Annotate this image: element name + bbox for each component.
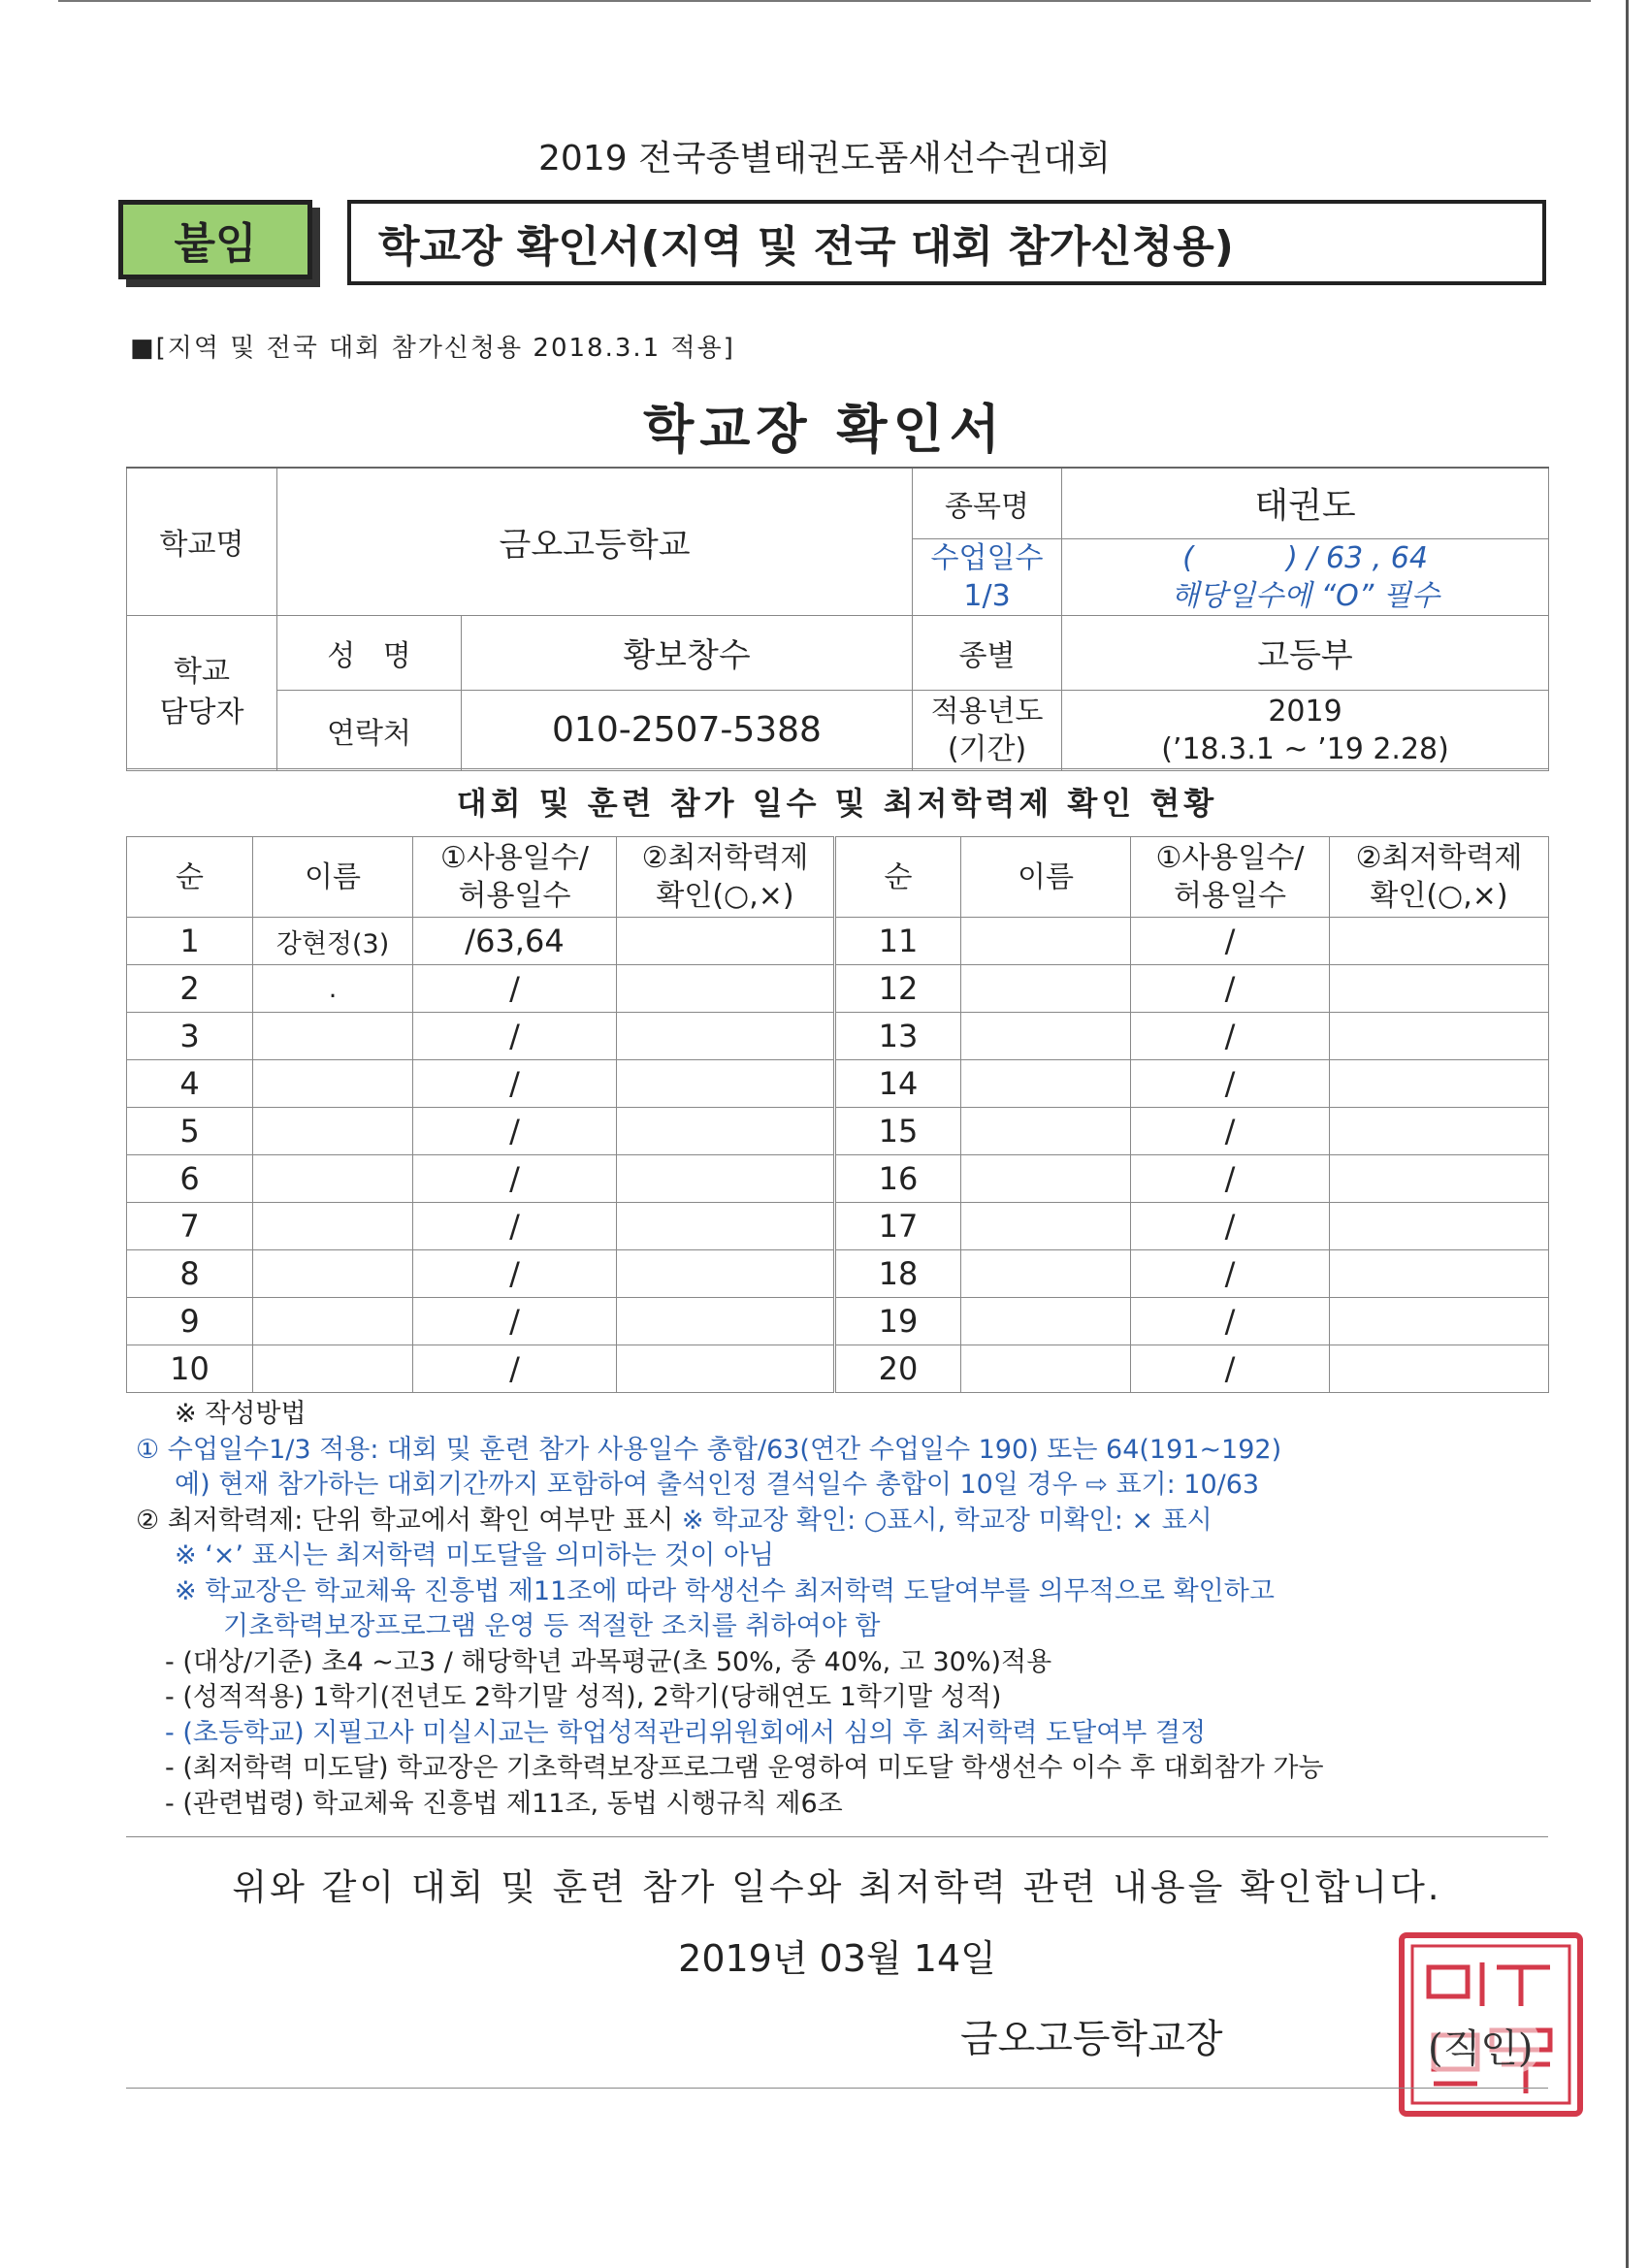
row-name (253, 1203, 413, 1250)
row-days: / (413, 965, 617, 1013)
row-days-right: / (1131, 1108, 1330, 1155)
row-no-right: 15 (835, 1108, 961, 1155)
row-name-right (961, 1108, 1131, 1155)
note-class-days: ① 수업일수1/3 적용: 대회 및 훈련 참가 사용일수 총합/63(연간 수업일수 190) 또는 64(191~192) (136, 1434, 1282, 1465)
row-days: / (413, 1345, 617, 1393)
division-value: 고등부 (1062, 615, 1549, 690)
detail-target: - (대상/기준) 초4 ~고3 / 해당학년 과목평균(초 50%, 중 40%, 고 30%)적용 (165, 1646, 1052, 1677)
col-min-header-right-line2: 확인(○,×) (1370, 879, 1508, 913)
col-days-header-right-line1: ①사용일수/ (1155, 841, 1305, 875)
table-row (127, 1298, 1549, 1345)
row-no: 1 (127, 918, 253, 965)
row-name-right (961, 965, 1131, 1013)
detail-legal: - (관련법령) 학교체육 진흥법 제11조, 동법 시행규칙 제6조 (165, 1788, 843, 1819)
row-min-check (617, 1013, 835, 1060)
row-days-right: / (1131, 1013, 1330, 1060)
signature-date: 2019년 03월 14일 (678, 1937, 996, 1980)
row-name (253, 1345, 413, 1393)
table-row (127, 1013, 1549, 1060)
row-no: 10 (127, 1345, 253, 1393)
row-days-right: / (1131, 1203, 1330, 1250)
competition-title: 2019 전국종별태권도품새선수권대회 (538, 139, 1111, 178)
staff-label-line2: 담당자 (159, 696, 244, 729)
row-min-check (617, 1203, 835, 1250)
col-name-header-right: 이름 (961, 837, 1131, 918)
divider (126, 1836, 1548, 1837)
row-no: 9 (127, 1298, 253, 1345)
class-days-value (1062, 538, 1549, 615)
row-min-check-right (1330, 918, 1549, 965)
detail-elementary: - (초등학교) 지필고사 미실시교는 학업성적관리위원회에서 심의 후 최저학력 도달여부 결정 (165, 1717, 1207, 1748)
row-name (253, 1108, 413, 1155)
row-name: . (253, 965, 413, 1013)
row-min-check (617, 1060, 835, 1108)
sport-value: 태권도 (1062, 468, 1549, 538)
note-min-academic-text: ② 최저학력제: 단위 학교에서 확인 여부만 표시 (136, 1505, 674, 1536)
period-label-line2: (기간) (947, 731, 1027, 766)
period-year: 2019 (1268, 694, 1342, 729)
official-seal (1399, 1932, 1583, 2117)
roster-table (126, 836, 1549, 1393)
row-days-right: / (1131, 1250, 1330, 1298)
row-days-right: / (1131, 918, 1330, 965)
row-no: 5 (127, 1108, 253, 1155)
row-no: 7 (127, 1203, 253, 1250)
class-days-label (913, 538, 1062, 615)
table-row (127, 1155, 1549, 1203)
row-name: 강현정(3) (253, 918, 413, 965)
divider (126, 2088, 1548, 2089)
table-row (127, 1250, 1549, 1298)
row-no: 3 (127, 1013, 253, 1060)
row-no: 8 (127, 1250, 253, 1298)
row-days: /63,64 (413, 918, 617, 965)
note-x-meaning: ※ ‘×’ 표시는 최저학력 미도달을 의미하는 것이 아님 (175, 1540, 775, 1571)
row-name-right (961, 1155, 1131, 1203)
row-days: / (413, 1203, 617, 1250)
row-name-right (961, 918, 1131, 965)
col-min-header-line1: ②최저학력제 (641, 841, 809, 875)
detail-below-minimum: - (최저학력 미도달) 학교장은 기초학력보장프로그램 운영하여 미도달 학생선수 이수 후 대회참가 가능 (165, 1753, 1324, 1783)
row-no: 4 (127, 1060, 253, 1108)
period-range: (’18.3.1 ~ ’19 2.28) (1161, 731, 1449, 766)
row-name-right (961, 1250, 1131, 1298)
table-row (127, 1060, 1549, 1108)
person-name-label: 성 명 (277, 615, 462, 690)
row-min-check (617, 1155, 835, 1203)
sport-label: 종목명 (913, 468, 1062, 538)
row-min-check-right (1330, 1345, 1549, 1393)
row-name-right (961, 1060, 1131, 1108)
col-min-header-right (1330, 837, 1549, 918)
row-days-right: / (1131, 1345, 1330, 1393)
row-no-right: 20 (835, 1345, 961, 1393)
row-days: / (413, 1060, 617, 1108)
row-no-right: 18 (835, 1250, 961, 1298)
page-right-edge (1626, 0, 1629, 2268)
row-name-right (961, 1013, 1131, 1060)
note-principal-duty-cont: 기초학력보장프로그램 운영 등 적절한 조치를 취하여야 함 (223, 1611, 881, 1641)
row-min-check-right (1330, 1013, 1549, 1060)
row-min-check-right (1330, 1298, 1549, 1345)
table-row (127, 1203, 1549, 1250)
row-days-right: / (1131, 1298, 1330, 1345)
col-min-header (617, 837, 835, 918)
row-no-right: 16 (835, 1155, 961, 1203)
period-label-line1: 적용년도 (930, 694, 1044, 729)
period-label (913, 690, 1062, 770)
row-min-check-right (1330, 965, 1549, 1013)
school-info-table (126, 467, 1549, 771)
row-no-right: 19 (835, 1298, 961, 1345)
seal-label: (직인) (1422, 2018, 1539, 2073)
row-no: 6 (127, 1155, 253, 1203)
contact-label: 연락처 (277, 690, 462, 770)
row-min-check-right (1330, 1060, 1549, 1108)
row-min-check (617, 1345, 835, 1393)
col-days-header (413, 837, 617, 918)
class-days-label-line1: 수업일수 (930, 540, 1044, 575)
note-class-days-example: 예) 현재 참가하는 대회기간까지 포함하여 출석인정 결석일수 총합이 10일 경우 ⇨ 표기: 10/63 (175, 1470, 1260, 1500)
row-name-right (961, 1345, 1131, 1393)
staff-label-line1: 학교 (174, 655, 230, 689)
row-name (253, 1013, 413, 1060)
row-days: / (413, 1155, 617, 1203)
row-name (253, 1250, 413, 1298)
row-min-check (617, 1108, 835, 1155)
row-no-right: 14 (835, 1060, 961, 1108)
row-min-check (617, 918, 835, 965)
row-no-right: 17 (835, 1203, 961, 1250)
contact-value: 010-2507-5388 (462, 690, 913, 770)
col-days-header-right (1131, 837, 1330, 918)
col-days-header-right-line2: 허용일수 (1174, 879, 1286, 913)
row-no-right: 11 (835, 918, 961, 965)
note-principal-duty: ※ 학교장은 학교체육 진흥법 제11조에 따라 학생선수 최저학력 도달여부를 의무적으로 확인하고 (175, 1575, 1275, 1606)
col-name-header: 이름 (253, 837, 413, 918)
row-days-right: / (1131, 1060, 1330, 1108)
col-days-header-line1: ①사용일수/ (440, 841, 589, 875)
page-title: 학교장 확인서 (643, 399, 1006, 460)
col-min-header-right-line1: ②최저학력제 (1355, 841, 1523, 875)
applicability-notice: ■[지역 및 전국 대회 참가신청용 2018.3.1 적용] (130, 334, 735, 363)
row-days-right: / (1131, 965, 1330, 1013)
row-name-right (961, 1203, 1131, 1250)
row-min-check-right (1330, 1108, 1549, 1155)
row-name (253, 1298, 413, 1345)
row-days: / (413, 1250, 617, 1298)
instructions (126, 1397, 1548, 1822)
row-no-right: 13 (835, 1013, 961, 1060)
division-label: 종별 (913, 615, 1062, 690)
class-days-value-line2: 해당일수에 “O” 필수 (1171, 578, 1439, 613)
row-no-right: 12 (835, 965, 961, 1013)
note-min-academic-mark: ※ 학교장 확인: ○표시, 학교장 미확인: × 표시 (681, 1505, 1212, 1536)
document-title-box: 학교장 확인서(지역 및 전국 대회 참가신청용) (347, 200, 1546, 285)
table-row (127, 965, 1549, 1013)
table-row (127, 1108, 1549, 1155)
row-min-check (617, 965, 835, 1013)
confirmation-statement: 위와 같이 대회 및 훈련 참가 일수와 최저학력 관련 내용을 확인합니다. (232, 1866, 1442, 1908)
class-days-label-line2: 1/3 (963, 578, 1011, 613)
row-min-check-right (1330, 1250, 1549, 1298)
row-days: / (413, 1298, 617, 1345)
table-row (127, 1345, 1549, 1393)
signer-title: 금오고등학교장 (960, 2017, 1223, 2061)
person-name-value: 황보창수 (462, 615, 913, 690)
row-name (253, 1155, 413, 1203)
roster-section-title: 대회 및 훈련 참가 일수 및 최저학력제 확인 현황 (126, 768, 1548, 837)
instructions-heading: ※ 작성방법 (175, 1399, 307, 1429)
row-name (253, 1060, 413, 1108)
row-min-check-right (1330, 1203, 1549, 1250)
col-min-header-line2: 확인(○,×) (656, 879, 794, 913)
school-name-label: 학교명 (127, 468, 277, 615)
class-days-value-line1: ( ) / 63 , 64 (1182, 540, 1428, 575)
period-value (1062, 690, 1549, 770)
row-days: / (413, 1108, 617, 1155)
note-min-academic (126, 1504, 1548, 1539)
col-no-header-right: 순 (835, 837, 961, 918)
page-top-edge (58, 0, 1591, 17)
row-days: / (413, 1013, 617, 1060)
row-min-check (617, 1250, 835, 1298)
row-name-right (961, 1298, 1131, 1345)
col-days-header-line2: 허용일수 (458, 879, 571, 913)
row-no: 2 (127, 965, 253, 1013)
school-name-value: 금오고등학교 (277, 468, 913, 615)
row-min-check (617, 1298, 835, 1345)
attachment-badge: 붙임 (118, 200, 312, 279)
table-row (127, 918, 1549, 965)
row-days-right: / (1131, 1155, 1330, 1203)
row-min-check-right (1330, 1155, 1549, 1203)
col-no-header: 순 (127, 837, 253, 918)
detail-grades: - (성적적용) 1학기(전년도 2학기말 성적), 2학기(당해연도 1학기말 성적) (165, 1682, 1002, 1712)
staff-label (127, 615, 277, 770)
